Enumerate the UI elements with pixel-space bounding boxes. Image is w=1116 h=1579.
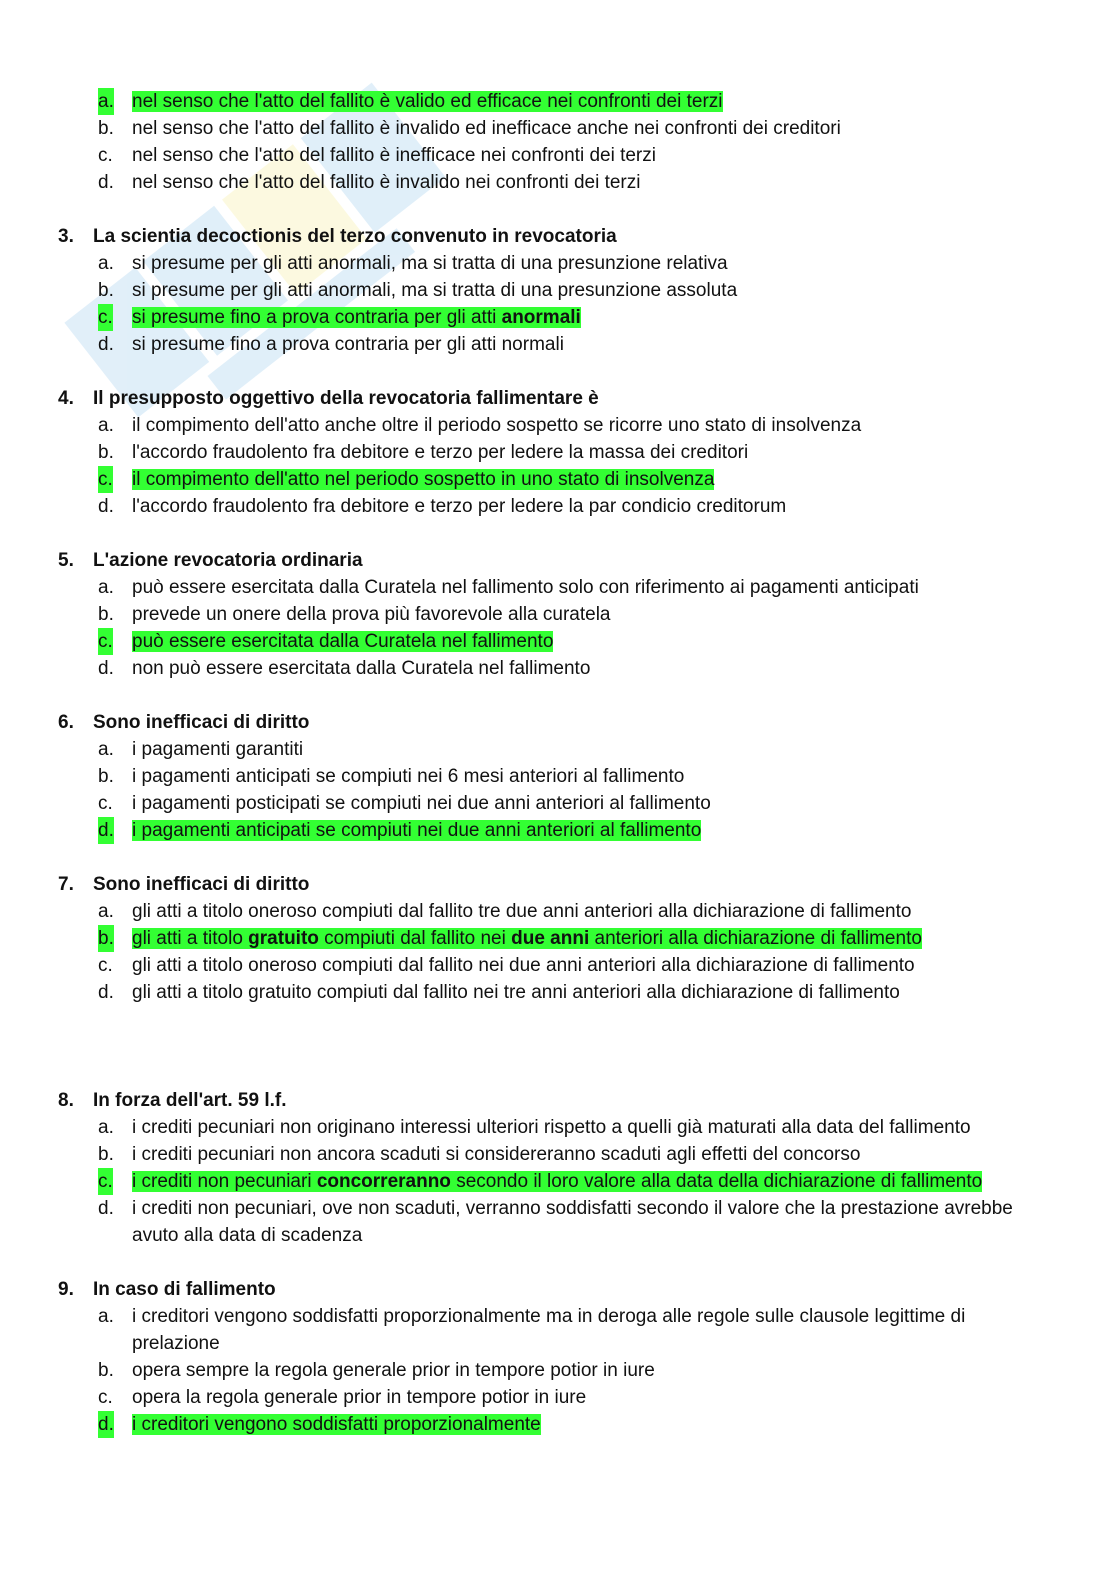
- option-letter: d.: [98, 172, 114, 193]
- option-c: [0, 142, 1116, 169]
- option-c: [0, 304, 1116, 331]
- option-letter: b.: [98, 1144, 114, 1165]
- option-letter: c.: [98, 145, 113, 166]
- option-letter: b.: [98, 925, 114, 952]
- option-text: gli atti a titolo gratuito compiuti dal fallito nei tre anni anteriori alla dichiarazione di fallimento: [132, 982, 900, 1003]
- option-text: il compimento dell'atto anche oltre il periodo sospetto se ricorre uno stato di insolvenza: [132, 415, 862, 436]
- option-c: [0, 1168, 1116, 1195]
- option-text: si presume per gli atti anormali, ma si tratta di una presunzione relativa: [132, 253, 728, 274]
- option-letter: d.: [98, 1411, 114, 1438]
- option-text-part: secondo il loro valore alla data della dichiarazione di fallimento: [450, 1171, 983, 1192]
- option-text: si presume fino a prova contraria per gli atti normali: [132, 334, 564, 355]
- option-text: non può essere esercitata dalla Curatela nel fallimento: [132, 658, 591, 679]
- option-letter: b.: [98, 1360, 114, 1381]
- option-text: opera la regola generale prior in tempore potior in iure: [132, 1387, 587, 1408]
- option-c: [0, 628, 1116, 655]
- question-text: L'azione revocatoria ordinaria: [93, 550, 363, 571]
- option-text: i pagamenti anticipati se compiuti nei due anni anteriori al fallimento: [132, 820, 702, 841]
- option-c: [0, 952, 1116, 979]
- question-3: [0, 223, 1116, 358]
- option-text-bold: anormali: [501, 307, 581, 328]
- question-number: 6.: [58, 712, 74, 733]
- lead-options-block: [0, 88, 1116, 196]
- option-b: [0, 439, 1116, 466]
- option-c: [0, 790, 1116, 817]
- option-letter: d.: [98, 982, 114, 1003]
- option-d: [0, 169, 1116, 196]
- option-a: [0, 1303, 1116, 1357]
- option-letter: d.: [98, 496, 114, 517]
- question-title: [0, 547, 1116, 574]
- option-letter: c.: [98, 793, 113, 814]
- option-text: [132, 307, 581, 328]
- question-4: [0, 385, 1116, 520]
- question-number: 7.: [58, 874, 74, 895]
- option-text: gli atti a titolo oneroso compiuti dal fallito tre due anni anteriori alla dichiarazione di fallimento: [132, 901, 912, 922]
- option-text: gli atti a titolo oneroso compiuti dal fallito nei due anni anteriori alla dichiarazione di fallimento: [132, 955, 915, 976]
- option-b: [0, 763, 1116, 790]
- question-title: [0, 223, 1116, 250]
- question-7: [0, 871, 1116, 1006]
- option-letter: c.: [98, 304, 113, 331]
- option-letter: b.: [98, 442, 114, 463]
- option-a: [0, 736, 1116, 763]
- option-text: nel senso che l'atto del fallito è inefficace nei confronti dei terzi: [132, 145, 656, 166]
- option-text-part: si presume fino a prova contraria per gli atti: [132, 307, 502, 328]
- option-text: può essere esercitata dalla Curatela nel fallimento solo con riferimento ai pagamenti anticipati: [132, 577, 919, 598]
- option-text: i pagamenti posticipati se compiuti nei due anni anteriori al fallimento: [132, 793, 711, 814]
- question-text: Sono inefficaci di diritto: [93, 712, 310, 733]
- option-text: opera sempre la regola generale prior in tempore potior in iure: [132, 1360, 655, 1381]
- option-letter: d.: [98, 817, 114, 844]
- option-b: [0, 1357, 1116, 1384]
- option-letter: b.: [98, 766, 114, 787]
- option-d: [0, 331, 1116, 358]
- question-6: [0, 709, 1116, 844]
- option-text-bold: gratuito: [248, 928, 319, 949]
- question-title: [0, 1087, 1116, 1114]
- option-text: i pagamenti anticipati se compiuti nei 6 mesi anteriori al fallimento: [132, 766, 685, 787]
- option-d: [0, 817, 1116, 844]
- option-text: il compimento dell'atto nel periodo sospetto in uno stato di insolvenza: [132, 469, 715, 490]
- option-text-part: anteriori alla dichiarazione di fallimento: [589, 928, 922, 949]
- option-text: [132, 1171, 982, 1192]
- option-text: prevede un onere della prova più favorevole alla curatela: [132, 604, 611, 625]
- question-title: [0, 709, 1116, 736]
- option-text-part: i crediti non pecuniari: [132, 1171, 317, 1192]
- question-5: [0, 547, 1116, 682]
- option-letter: d.: [98, 1198, 114, 1219]
- option-letter: c.: [98, 628, 113, 655]
- option-text: l'accordo fraudolento fra debitore e terzo per ledere la par condicio creditorum: [132, 496, 787, 517]
- option-letter: c.: [98, 1387, 113, 1408]
- option-letter: a.: [98, 1117, 114, 1138]
- option-d: [0, 493, 1116, 520]
- option-c: [0, 1384, 1116, 1411]
- option-text: i creditori vengono soddisfatti proporzionalmente: [132, 1414, 541, 1435]
- option-letter: a.: [98, 1306, 114, 1327]
- question-number: 5.: [58, 550, 74, 571]
- option-text: nel senso che l'atto del fallito è valido ed efficace nei confronti dei terzi: [132, 91, 723, 112]
- question-text: Il presupposto oggettivo della revocatoria fallimentare è: [93, 388, 599, 409]
- option-b: [0, 1141, 1116, 1168]
- option-text: i creditori vengono soddisfatti proporzionalmente ma in deroga alle regole sulle clausole legittime di prelazione: [132, 1306, 966, 1354]
- option-letter: c.: [98, 955, 113, 976]
- option-text: si presume per gli atti anormali, ma si tratta di una presunzione assoluta: [132, 280, 738, 301]
- question-number: 9.: [58, 1279, 74, 1300]
- option-text-part: gli atti a titolo: [132, 928, 249, 949]
- option-letter: b.: [98, 118, 114, 139]
- option-letter: d.: [98, 658, 114, 679]
- option-text: può essere esercitata dalla Curatela nel fallimento: [132, 631, 554, 652]
- question-number: 4.: [58, 388, 74, 409]
- option-d: [0, 655, 1116, 682]
- question-text: La scientia decoctionis del terzo convenuto in revocatoria: [93, 226, 617, 247]
- option-a: [0, 1114, 1116, 1141]
- option-letter: c.: [98, 1168, 113, 1195]
- question-number: 3.: [58, 226, 74, 247]
- option-text: i crediti pecuniari non ancora scaduti si considereranno scaduti agli effetti del concorso: [132, 1144, 861, 1165]
- option-text-bold: concorreranno: [316, 1171, 451, 1192]
- question-text: In forza dell'art. 59 l.f.: [93, 1090, 287, 1111]
- option-b: [0, 925, 1116, 952]
- option-c: [0, 466, 1116, 493]
- option-b: [0, 601, 1116, 628]
- option-text: nel senso che l'atto del fallito è invalido nei confronti dei terzi: [132, 172, 641, 193]
- question-8: [0, 1087, 1116, 1249]
- option-text: i pagamenti garantiti: [132, 739, 304, 760]
- option-a: [0, 88, 1116, 115]
- question-9: [0, 1276, 1116, 1438]
- option-d: [0, 1195, 1116, 1249]
- option-text: [132, 928, 922, 949]
- option-letter: a.: [98, 577, 114, 598]
- option-text-bold: due anni: [511, 928, 590, 949]
- option-text-part: compiuti dal fallito nei: [318, 928, 512, 949]
- option-text: l'accordo fraudolento fra debitore e terzo per ledere la massa dei creditori: [132, 442, 749, 463]
- option-letter: a.: [98, 901, 114, 922]
- option-b: [0, 277, 1116, 304]
- option-d: [0, 979, 1116, 1006]
- option-letter: a.: [98, 415, 114, 436]
- option-letter: a.: [98, 253, 114, 274]
- option-letter: a.: [98, 88, 114, 115]
- option-text: nel senso che l'atto del fallito è invalido ed inefficace anche nei confronti dei creditori: [132, 118, 841, 139]
- option-a: [0, 574, 1116, 601]
- option-letter: a.: [98, 739, 114, 760]
- option-letter: b.: [98, 604, 114, 625]
- option-d: [0, 1411, 1116, 1438]
- question-title: [0, 871, 1116, 898]
- option-a: [0, 412, 1116, 439]
- question-number: 8.: [58, 1090, 74, 1111]
- option-letter: c.: [98, 466, 113, 493]
- question-text: Sono inefficaci di diritto: [93, 874, 310, 895]
- option-b: [0, 115, 1116, 142]
- question-title: [0, 385, 1116, 412]
- option-letter: b.: [98, 280, 114, 301]
- option-a: [0, 250, 1116, 277]
- document-page: [0, 88, 1116, 1438]
- option-text: i crediti non pecuniari, ove non scaduti, verranno soddisfatti secondo il valore che la prestazione avrebbe avuto alla data di scadenza: [132, 1198, 1013, 1246]
- question-text: In caso di fallimento: [93, 1279, 276, 1300]
- question-title: [0, 1276, 1116, 1303]
- option-text: i crediti pecuniari non originano interessi ulteriori rispetto a quelli già maturati alla data del fallimento: [132, 1117, 971, 1138]
- option-letter: d.: [98, 334, 114, 355]
- option-a: [0, 898, 1116, 925]
